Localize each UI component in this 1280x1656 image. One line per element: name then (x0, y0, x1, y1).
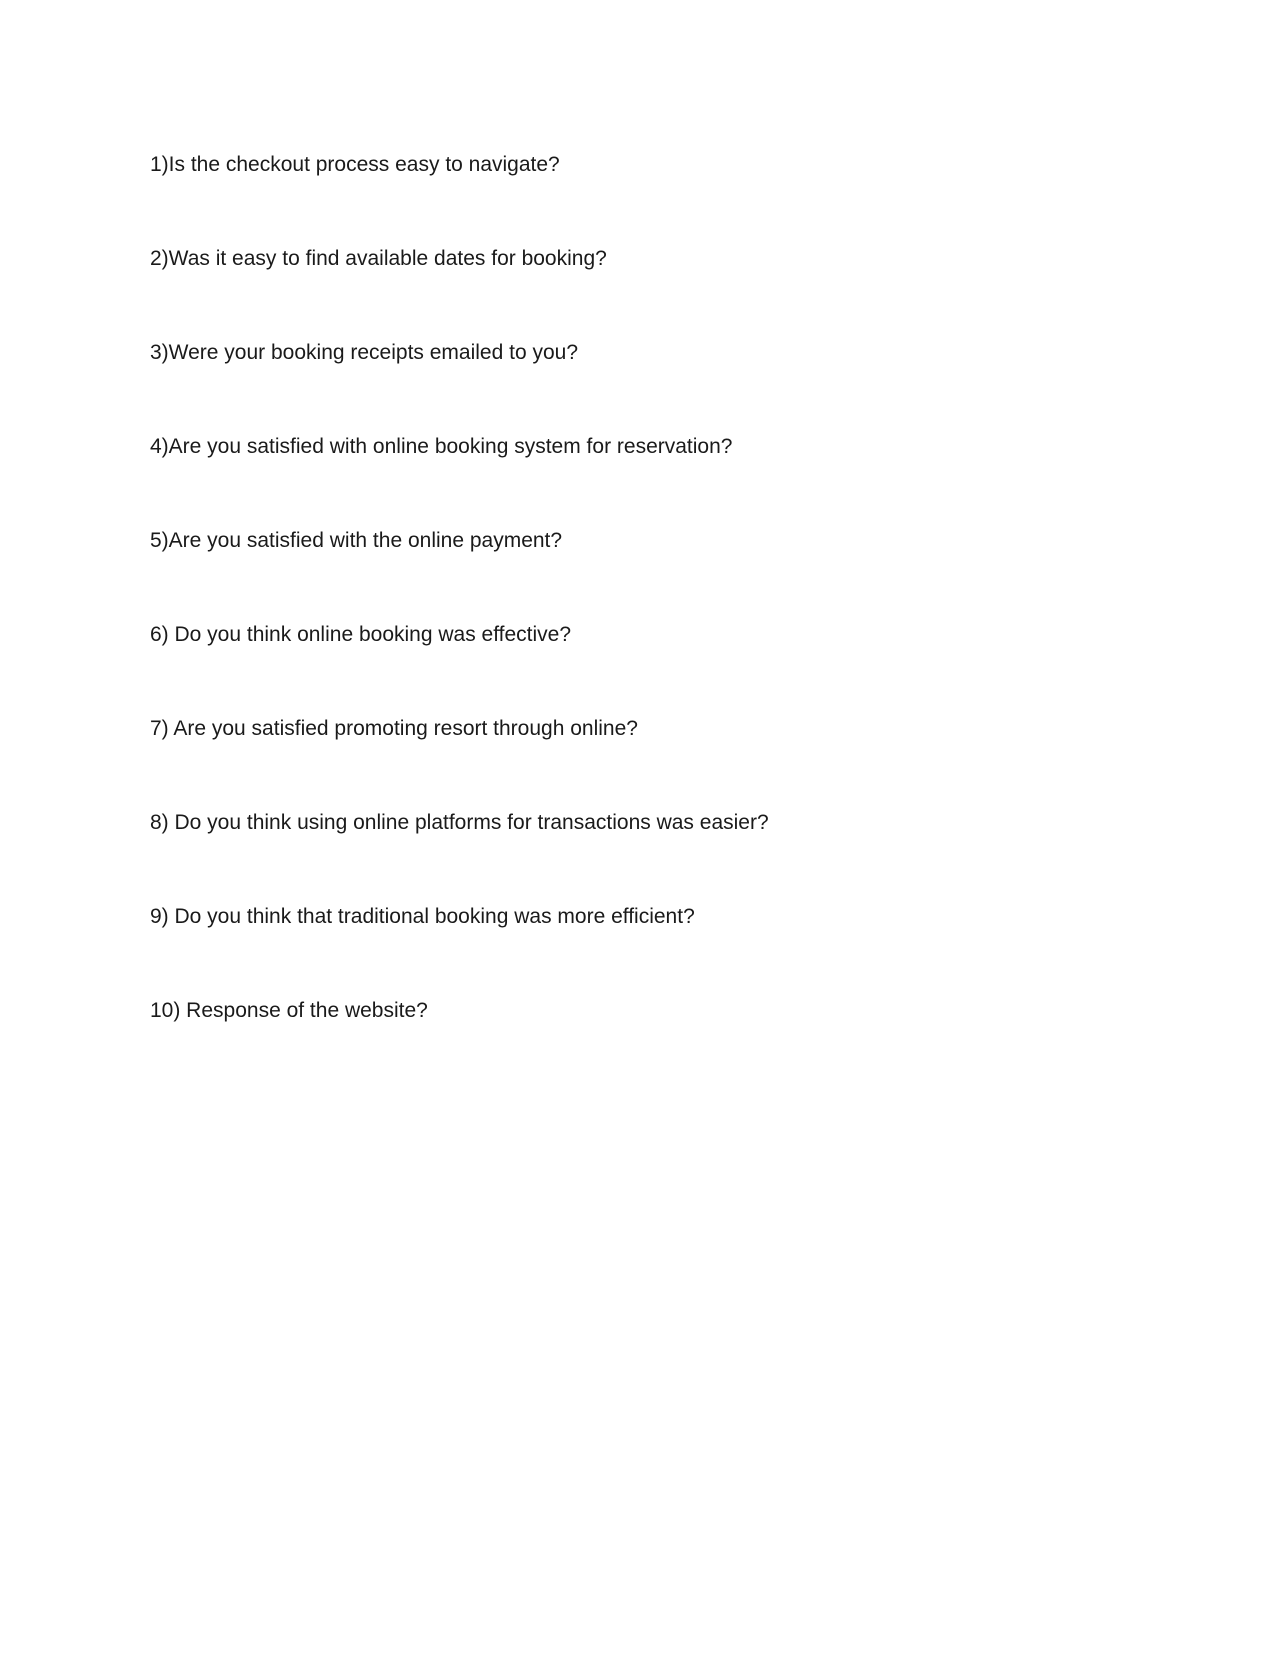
question-text: 4)Are you satisfied with online booking system for reservation? (150, 435, 733, 458)
question-item-2 (150, 244, 769, 338)
question-text: 1)Is the checkout process easy to navigate? (150, 153, 560, 176)
question-list (150, 150, 769, 1090)
question-text: 7) Are you satisfied promoting resort through online? (150, 717, 638, 740)
question-text: 3)Were your booking receipts emailed to you? (150, 341, 579, 364)
question-text: 9) Do you think that traditional booking was more efficient? (150, 905, 695, 928)
question-item-3 (150, 338, 769, 432)
question-item-7 (150, 714, 769, 808)
question-text: 2)Was it easy to find available dates for booking? (150, 247, 607, 270)
question-text: 8) Do you think using online platforms for transactions was easier? (150, 811, 769, 834)
question-item-6 (150, 620, 769, 714)
question-text: 5)Are you satisfied with the online payment? (150, 529, 563, 552)
question-item-9 (150, 902, 769, 996)
question-item-8 (150, 808, 769, 902)
question-item-1 (150, 150, 769, 244)
question-item-5 (150, 526, 769, 620)
question-item-4 (150, 432, 769, 526)
question-text: 6) Do you think online booking was effective? (150, 623, 572, 646)
question-item-10 (150, 996, 769, 1090)
question-text: 10) Response of the website? (150, 999, 428, 1022)
